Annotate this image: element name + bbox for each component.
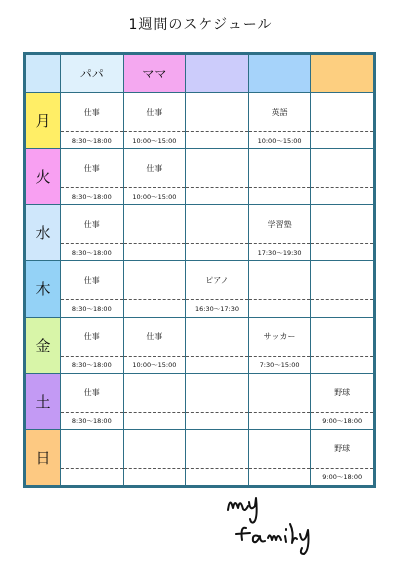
activity-time (311, 132, 373, 148)
activity-label: 仕事 (61, 374, 123, 413)
activity-label: 仕事 (61, 318, 123, 357)
activity-label (311, 318, 373, 357)
schedule-body (26, 93, 374, 486)
activity-label (186, 430, 248, 469)
schedule-cell[interactable] (61, 429, 124, 485)
activity-time: 8:30〜18:00 (71, 417, 112, 426)
activity-label (311, 261, 373, 300)
activity-time: 8:30〜18:00 (71, 136, 112, 145)
activity-label (61, 430, 123, 469)
activity-label: ピアノ (186, 261, 248, 300)
schedule-cell[interactable] (61, 317, 124, 373)
header-row (26, 55, 374, 93)
activity-time: 8:30〜18:00 (71, 192, 112, 201)
activity-time (186, 357, 248, 373)
schedule-cell[interactable] (123, 429, 186, 485)
schedule-cell[interactable] (186, 317, 249, 373)
activity-label: 仕事 (124, 318, 186, 357)
activity-label (124, 374, 186, 413)
activity-label (311, 93, 373, 132)
schedule-table (25, 54, 374, 486)
activity-label (249, 149, 311, 188)
schedule-cell[interactable] (248, 317, 311, 373)
day-label: 土 (26, 373, 61, 429)
activity-label: 仕事 (61, 149, 123, 188)
activity-label (186, 318, 248, 357)
activity-label: 野球 (311, 374, 373, 413)
activity-label (249, 430, 311, 469)
day-row (26, 317, 374, 373)
activity-time (124, 469, 186, 485)
activity-label (311, 205, 373, 244)
column-header-3[interactable] (186, 55, 249, 93)
my-family-signature (222, 488, 332, 558)
schedule-cell[interactable] (186, 429, 249, 485)
activity-label (311, 149, 373, 188)
schedule-cell[interactable] (248, 373, 311, 429)
activity-label: サッカー (249, 318, 311, 357)
activity-time (249, 413, 311, 429)
activity-label (186, 205, 248, 244)
activity-time (249, 469, 311, 485)
column-header-5[interactable] (311, 55, 374, 93)
schedule-cell[interactable] (186, 373, 249, 429)
schedule-cell[interactable] (248, 93, 311, 149)
activity-time: 9:00〜18:00 (322, 473, 363, 482)
column-header-4[interactable] (248, 55, 311, 93)
activity-label: 仕事 (124, 93, 186, 132)
activity-time: 7:30〜15:00 (259, 361, 300, 370)
day-label: 木 (26, 261, 61, 317)
day-label: 水 (26, 205, 61, 261)
schedule-cell[interactable] (123, 205, 186, 261)
schedule-cell[interactable] (186, 149, 249, 205)
schedule-cell[interactable] (248, 429, 311, 485)
schedule-cell[interactable] (123, 373, 186, 429)
day-label: 金 (26, 317, 61, 373)
schedule-cell[interactable] (311, 261, 374, 317)
activity-label (186, 93, 248, 132)
activity-time (124, 413, 186, 429)
activity-time (249, 300, 311, 316)
activity-time (311, 300, 373, 316)
day-row (26, 149, 374, 205)
activity-time (186, 413, 248, 429)
schedule-cell[interactable] (248, 261, 311, 317)
page-title: 1週間のスケジュール (128, 17, 273, 33)
activity-label: 仕事 (61, 93, 123, 132)
schedule-cell[interactable] (311, 373, 374, 429)
schedule-cell[interactable] (123, 149, 186, 205)
activity-time (311, 357, 373, 373)
schedule-cell[interactable] (311, 93, 374, 149)
activity-time: 10:00〜15:00 (132, 136, 177, 145)
activity-time (186, 244, 248, 260)
schedule-sheet (23, 52, 376, 488)
activity-label (186, 374, 248, 413)
activity-time: 10:00〜15:00 (257, 136, 302, 145)
activity-label: 仕事 (124, 149, 186, 188)
activity-time: 8:30〜18:00 (71, 361, 112, 370)
activity-label (186, 149, 248, 188)
activity-time (124, 300, 186, 316)
activity-time: 8:30〜18:00 (71, 304, 112, 313)
schedule-cell[interactable] (61, 373, 124, 429)
schedule-cell[interactable] (311, 149, 374, 205)
schedule-cell[interactable] (61, 205, 124, 261)
day-row (26, 93, 374, 149)
activity-time (186, 188, 248, 204)
activity-time: 17:30〜19:30 (257, 248, 302, 257)
activity-label: 野球 (311, 430, 373, 469)
day-row (26, 429, 374, 485)
activity-time (186, 132, 248, 148)
schedule-cell[interactable] (186, 205, 249, 261)
schedule-cell[interactable] (248, 149, 311, 205)
activity-label (124, 430, 186, 469)
column-header-1[interactable]: パパ (61, 55, 124, 93)
activity-label: 英語 (249, 93, 311, 132)
activity-time: 9:00〜18:00 (322, 417, 363, 426)
day-row (26, 373, 374, 429)
schedule-cell[interactable] (311, 205, 374, 261)
activity-time (124, 244, 186, 260)
activity-label (249, 374, 311, 413)
activity-time (311, 244, 373, 260)
activity-time: 10:00〜15:00 (132, 192, 177, 201)
schedule-cell[interactable] (123, 317, 186, 373)
activity-label: 仕事 (61, 205, 123, 244)
corner-cell (26, 55, 61, 93)
day-row (26, 205, 374, 261)
activity-time: 16:30〜17:30 (195, 304, 239, 313)
day-label: 火 (26, 149, 61, 205)
schedule-cell[interactable] (61, 149, 124, 205)
schedule-cell[interactable] (248, 205, 311, 261)
schedule-cell[interactable] (186, 93, 249, 149)
column-header-2[interactable]: ママ (123, 55, 186, 93)
activity-time: 10:00〜15:00 (132, 361, 177, 370)
day-label: 月 (26, 93, 61, 149)
activity-label: 学習塾 (249, 205, 311, 244)
activity-label: 仕事 (61, 261, 123, 300)
schedule-cell[interactable] (123, 93, 186, 149)
activity-time (186, 469, 248, 485)
activity-label (124, 205, 186, 244)
schedule-cell[interactable] (311, 429, 374, 485)
activity-time (61, 469, 123, 485)
schedule-cell[interactable] (311, 317, 374, 373)
activity-label (249, 261, 311, 300)
schedule-cell[interactable] (186, 261, 249, 317)
activity-time: 8:30〜18:00 (71, 248, 112, 257)
schedule-cell[interactable] (61, 261, 124, 317)
activity-time (311, 188, 373, 204)
schedule-cell[interactable] (123, 261, 186, 317)
activity-time (249, 188, 311, 204)
activity-label (124, 261, 186, 300)
day-row (26, 261, 374, 317)
day-label: 日 (26, 429, 61, 485)
schedule-cell[interactable] (61, 93, 124, 149)
